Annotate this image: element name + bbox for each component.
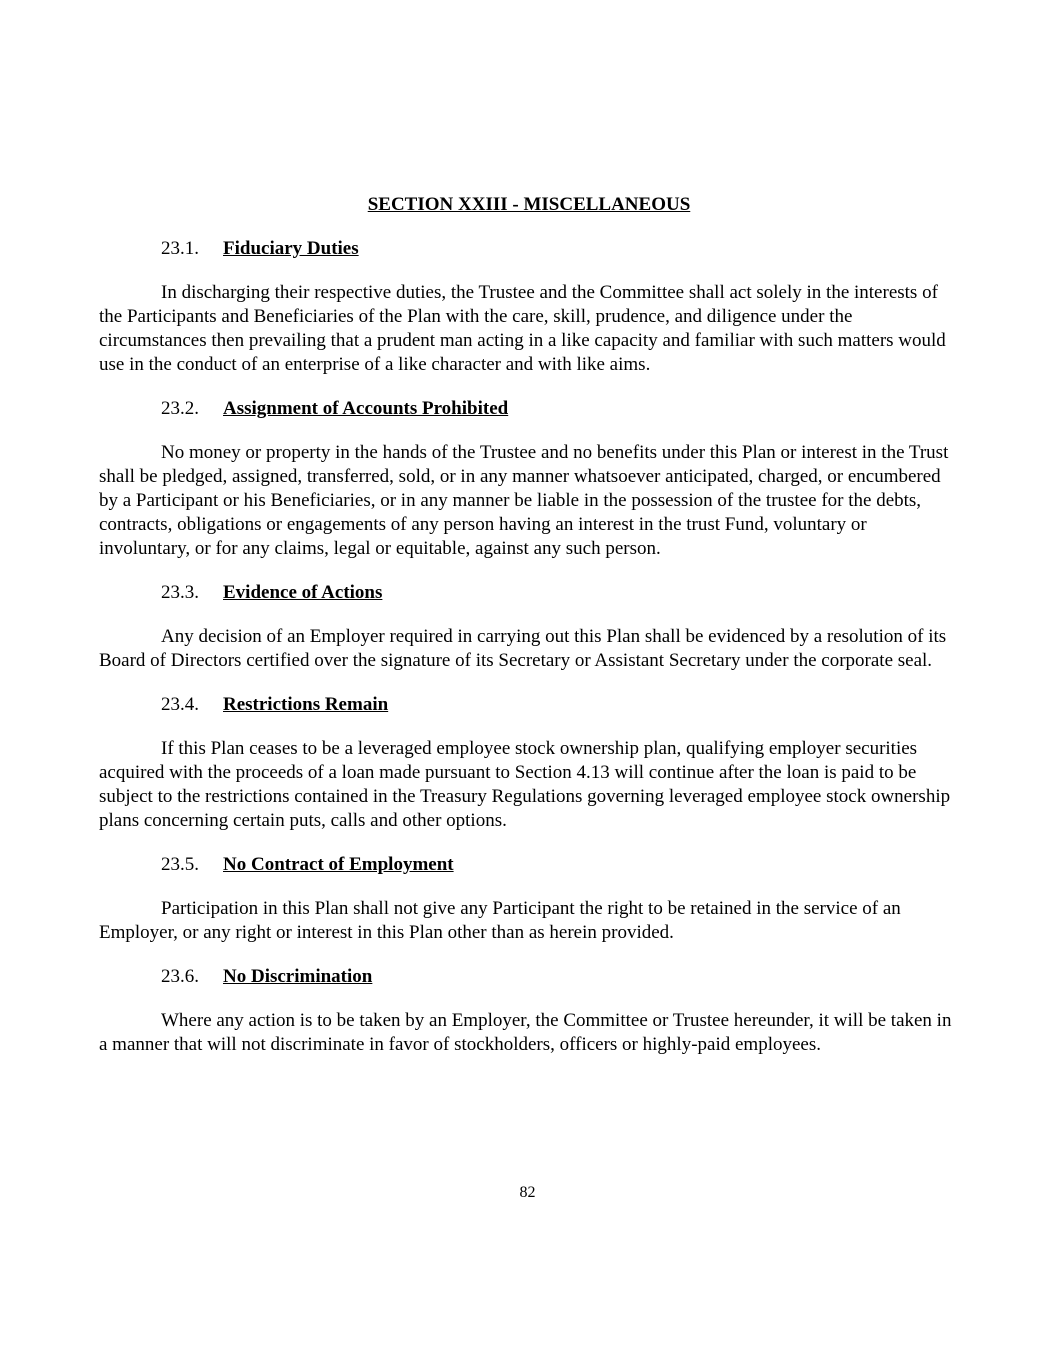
section-body-23-1: In discharging their respective duties, the Trustee and the Committee shall act solely in the interests of the Participants and Beneficiaries of the Plan with the care, skill, prudence, and diligence under the circumstances then prevailing that a prudent man acting in a like capacity and familiar with such matters would use in the conduct of an enterprise of a like character and with like aims. (99, 282, 946, 375)
section-title-fiduciary-duties: Fiduciary Duties (223, 238, 359, 259)
section-heading-23-6 (99, 965, 959, 989)
section-title-no-contract: No Contract of Employment (223, 854, 454, 875)
section-body-23-3: Any decision of an Employer required in carrying out this Plan shall be evidenced by a resolution of its Board of Directors certified over the signature of its Secretary or Assistant Secretary under the corporate seal. (99, 626, 947, 671)
section-number: 23.1. (161, 238, 199, 259)
section-number: 23.5. (161, 854, 199, 875)
section-title-evidence-of-actions: Evidence of Actions (223, 582, 383, 603)
section-title-assignment-prohibited: Assignment of Accounts Prohibited (223, 398, 509, 419)
section-body-23-5: Participation in this Plan shall not give any Participant the right to be retained in the service of an Employer, or any right or interest in this Plan other than as herein provided. (99, 898, 901, 943)
section-number: 23.2. (161, 398, 199, 419)
section-number: 23.6. (161, 966, 199, 987)
section-body-23-2: No money or property in the hands of the Trustee and no benefits under this Plan or interest in the Trust shall be pledged, assigned, transferred, sold, or in any manner whatsoever anticipated, charged, or encumbered by a Participant or his Beneficiaries, or in any manner be liable in the possession of the trustee for the debts, contracts, obligations or engagements of any person having an interest in the trust Fund, voluntary or involuntary, or for any claims, legal or equitable, against any such person. (99, 442, 949, 559)
section-heading-23-1 (99, 237, 959, 261)
section-heading-23-5 (99, 853, 959, 877)
section-heading-23-3 (99, 581, 959, 605)
section-body-23-4: If this Plan ceases to be a leveraged employee stock ownership plan, qualifying employer securities acquired with the proceeds of a loan made pursuant to Section 4.13 will continue after the loan is paid to be subject to the restrictions contained in the Treasury Regulations governing leveraged employee stock ownership plans concerning certain puts, calls and other options. (99, 738, 951, 831)
document-page (99, 193, 959, 1077)
section-number: 23.3. (161, 582, 199, 603)
section-heading-23-2 (99, 397, 959, 421)
section-title: SECTION XXIII - MISCELLANEOUS (367, 194, 691, 215)
section-body-23-6: Where any action is to be taken by an Employer, the Committee or Trustee hereunder, it will be taken in a manner that will not discriminate in favor of stockholders, officers or highly-paid employees. (99, 1010, 952, 1055)
section-title-restrictions-remain: Restrictions Remain (223, 694, 389, 715)
section-number: 23.4. (161, 694, 199, 715)
section-title-no-discrimination: No Discrimination (223, 966, 373, 987)
page-number: 82 (519, 1184, 536, 1201)
section-heading-23-4 (99, 693, 959, 717)
